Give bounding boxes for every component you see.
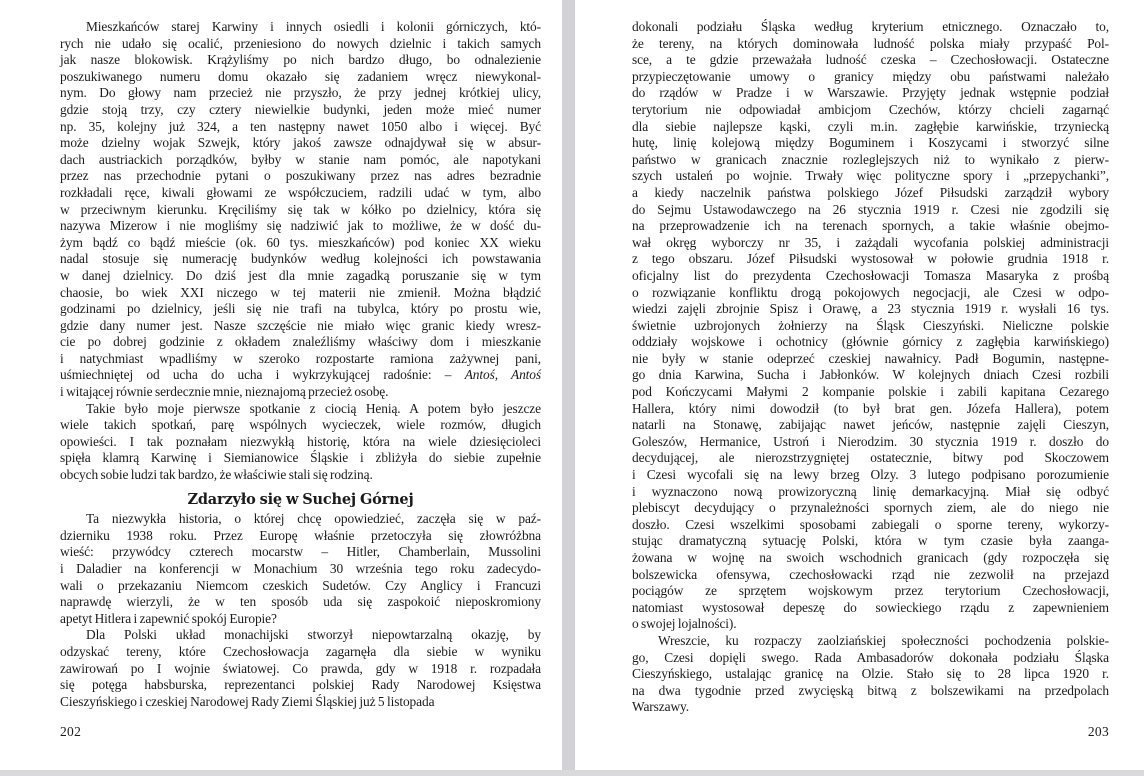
text-line: dla siebie najlepsze kąski, czyli m.in. zagłębie karwińskie, trzyniecką bbox=[632, 118, 1109, 134]
paragraph bbox=[632, 19, 1109, 633]
text-line: Wreszcie, ku rozpaczy zaolziańskiej społeczności pochodzenia polskie- bbox=[658, 632, 1109, 648]
page-number-left: 202 bbox=[60, 724, 82, 739]
text-line: w danej dzielnicy. Do dziś jest dla mnie zagadką poruszanie się w tym bbox=[60, 267, 541, 283]
text-line: hutę, linię kolejową między Boguminem i Koszycami i stworzyć silne bbox=[632, 135, 1109, 151]
text-line: przypieczętowanie umowy o granicy między obu państwami należało bbox=[632, 68, 1109, 84]
text-line: wiedzi zajęli zbrojnie Spisz i Orawę, a 23 stycznia 1919 r. wysłali 16 tys. bbox=[632, 301, 1109, 317]
text-line: wał okręg wyborczy nr 35, i zażądali wycofania polskiej administracji bbox=[632, 234, 1109, 250]
text-line: cie po dobrej godzinie z okładem znaleźliśmy właściwy dom i mieszkanie bbox=[60, 334, 541, 350]
text-line: wieść: przywódcy czterech mocarstw – Hitler, Chamberlain, Mussolini bbox=[60, 544, 541, 560]
text-line: gdzie stoją trzy, czy cztery niewielkie budynki, jeden może mieć numer bbox=[60, 101, 541, 117]
text-line: szych ustaleń po wojnie. Trwały więc polityczne spory i „przepychanki”, bbox=[632, 168, 1109, 184]
text-line: rych nie udało się ocalić, przeniesiono do nowych dzielnic i takich samych bbox=[60, 35, 541, 51]
page-left-text-column bbox=[60, 19, 541, 710]
bottom-edge-strip bbox=[0, 770, 1144, 776]
text-line: odzyskać tereny, które Czechosłowacja zagarnęła dla siebie w wyniku bbox=[60, 643, 541, 659]
paragraph bbox=[60, 401, 541, 484]
text-line: chaosie, bo wiek XXI niczego w tej materii nie zmienił. Można błądzić bbox=[60, 284, 541, 300]
text-line: Ta niezwykła historia, o której chcę opowiedzieć, zaczęła się w paź- bbox=[86, 511, 541, 527]
text-line: jak nasze blokowisk. Krążyliśmy po nich bardzo długo, bo odnalezienie bbox=[60, 52, 541, 68]
text-line: poszukiwanego numeru domu okazało się zadaniem wręcz niewykonal- bbox=[60, 68, 541, 84]
text-line: Hallera, który nimi dowodził (to był brat gen. Józefa Hallera), potem bbox=[632, 400, 1109, 416]
page-number-right: 203 bbox=[1087, 724, 1109, 739]
paragraph bbox=[632, 633, 1109, 716]
text-line: państwo w granicach znacznie rozleglejszych niż to wynikało z pierw- bbox=[632, 151, 1109, 167]
text-line: Takie było moje pierwsze spotkanie z ciocią Henią. A potem było jeszcze bbox=[86, 400, 541, 416]
text-line: doszło. Czesi wszelkimi sposobami zabiegali o sporne tereny, wykorzy- bbox=[632, 516, 1109, 532]
text-line: decydującej, ale nierozstrzygniętej ostatecznie, bitwy pod Skoczowem bbox=[632, 450, 1109, 466]
text-line: w przeciwnym kierunku. Kręciliśmy się tak w kółko po dzielnicy, która się bbox=[60, 201, 541, 217]
text-line: nie były w stanie odeprzeć czeskiej nawałnicy. Padł Bogumin, następne- bbox=[632, 350, 1109, 366]
paragraph bbox=[60, 19, 541, 401]
text-line: uśmiechniętej od ucha do ucha i wykrzykującej radośnie: – Antoś, Antoś bbox=[60, 367, 541, 383]
text-line: natomiast wystosował depeszę do sowieckiego rządu z zapewnieniem bbox=[632, 599, 1109, 615]
text-line: pociągów ze sprzętem wojskowym przez terytorium Czechosłowacji, bbox=[632, 583, 1109, 599]
text-line: o swojej lojalności). bbox=[632, 616, 737, 632]
text-line: godzinami po dzielnicy, jeśli się nie trafi na tubylca, który po prostu wie, bbox=[60, 301, 541, 317]
text-line: dzierniku 1938 roku. Przez Europę właśnie przetoczyła się złowróżbna bbox=[60, 527, 541, 543]
text-line: Cieszyńskiego i czeskiej Narodowej Rady Ziemi Śląskiej już 5 listopada bbox=[60, 693, 435, 709]
text-line: stując dramatyczną sytuację Polski, która w tym czasie była zaanga- bbox=[632, 533, 1109, 549]
page-gutter-divider bbox=[562, 0, 575, 770]
text-line: Goleszów, Hermanice, Ustroń i Nierodzim. 30 stycznia 1919 r. doszło do bbox=[632, 433, 1109, 449]
text-line: dach austriackich porządków, byłby w stanie nam pomóc, ale napotykani bbox=[60, 151, 541, 167]
text-line: się potęga habsburska, reprezentanci polskiej Rady Narodowej Księstwa bbox=[60, 677, 541, 693]
text-line: przez nas przechodnie pytani o poszukiwany przez nas adres bezradnie bbox=[60, 168, 541, 184]
text-line: z tego obszaru. Józef Piłsudski wystosował w połowie grudnia 1918 r. bbox=[632, 251, 1109, 267]
text-line: i Daladier na konferencji w Monachium 30 września tego roku zadecydo- bbox=[60, 561, 541, 576]
text-line: Mieszkańców starej Karwiny i innych osiedli i kolonii górniczych, któ- bbox=[86, 19, 541, 34]
paragraph bbox=[60, 627, 541, 710]
text-line: żym bądź co bądź mieście (ok. 60 tys. mieszkańców) pod koniec XX wieku bbox=[60, 234, 541, 250]
text-line: pod Kończycami Małymi 2 kompanie polskie i zabili kapitana Cezarego bbox=[632, 384, 1109, 400]
text-line: zawirowań po I wojnie światowej. Co prawda, gdy w 1918 r. rozpadała bbox=[60, 660, 541, 676]
text-line: rozkładali ręce, kiwali głowami ze współczuciem, radzili udać w tym, albo bbox=[60, 184, 541, 200]
text-line: naprawdę wierzyli, że w ten sposób uda się zaspokoić nieposkromiony bbox=[60, 594, 541, 610]
text-line: nazywa Mizerow i nie mogliśmy się nadziwić jak to możliwe, że w dość du- bbox=[60, 218, 541, 234]
text-line: gdzie dany numer jest. Nasze szczęście nie miało więc granic kiedy wresz- bbox=[60, 317, 541, 333]
text-line: go dnia Karwina, Sucha i Jabłonków. W kolejnych dniach Czesi rozbili bbox=[632, 367, 1109, 383]
text-line: że tereny, na których dominowała ludność polska miały przypaść Pol- bbox=[632, 35, 1109, 51]
text-line: spięła klamrą Karwinę i Siemianowice Śląskie i zbliżyła do siebie zupełnie bbox=[60, 450, 541, 466]
text-line: wali o przekazaniu Niemcom czeskich Sudetów. Czy Anglicy i Francuzi bbox=[60, 577, 541, 593]
text-line: i Czesi wycofali się na lewy brzeg Olzy. 3 lutego podpisano porozumienie bbox=[632, 467, 1109, 483]
text-line: na przeprowadzenie ich na terenach spornych, a takie właśnie obejmo- bbox=[632, 218, 1109, 234]
text-line: sce, a te gdzie przeważała ludność czeska – Czechosłowacji. Ostateczne bbox=[632, 52, 1109, 68]
page-right-text-column bbox=[632, 19, 1109, 716]
text-line: Dla Polski układ monachijski stworzył niepowtarzalną okazję, by bbox=[86, 627, 541, 643]
paragraph bbox=[60, 511, 541, 627]
text-line: opowieści. I tak poznałam niezwykłą historię, która na wiele dziesięcioleci bbox=[60, 433, 541, 449]
text-line: wiele takich spotkań, parę wspólnych wycieczek, wiele rozmów, długich bbox=[60, 417, 541, 433]
text-line: dokonali podziału Śląska według kryterium etnicznego. Oznaczało to, bbox=[632, 19, 1109, 34]
text-line: plebiscyt decydujący o przynależności spornych ziem, ale do niego nie bbox=[632, 500, 1109, 516]
text-line: żowana w wojnę na swoich wschodnich granicach (gdy rozpoczęła się bbox=[632, 550, 1109, 565]
text-line: na dwa tygodnie przed zwycięską bitwą z bolszewikami na przedpolach bbox=[632, 682, 1109, 698]
text-line: i natychmiast wpadliśmy w szeroko rozpostarte ramiona zażywnej pani, bbox=[60, 350, 541, 366]
text-line: nym. Do głowy nam przecież nie przyszło, że przy jednej krótkiej ulicy, bbox=[60, 85, 541, 101]
text-line: natarli na Stonawę, zabijając nawet jeńców, następnie zajęli Cieszyn, bbox=[632, 417, 1109, 433]
text-line: go, Czesi dopięli swego. Rada Ambasadorów dokonała podziału Śląska bbox=[632, 649, 1109, 665]
section-heading: Zdarzyło się w Suchej Górnej bbox=[187, 490, 414, 508]
text-line: może dzielny wojak Szwejk, który jakoś zawsze odnajdywał się w absur- bbox=[60, 135, 541, 151]
text-line: do Sejmu Ustawodawczego na 26 stycznia 1919 r. Czesi nie zgodzili się bbox=[632, 201, 1109, 217]
text-line: oddziały wojskowe i ochotnicy (głównie górnicy z zagłębia karwińskiego) bbox=[632, 334, 1109, 350]
text-line: Cieszyńskiego, ustalając granicę na Olzie. Stało się to 28 lipca 1920 r. bbox=[632, 666, 1109, 682]
text-line: i wyznaczono nową prowizoryczną linię demarkacyjną. Miał się odbyć bbox=[632, 483, 1109, 499]
text-line: terytorium nie odpowiadał ambicjom Czechów, którzy chcieli zagarnąć bbox=[632, 101, 1109, 117]
text-line: o rozwiązanie konfliktu drogą pokojowych negocjacji, ale Czesi w odpo- bbox=[632, 284, 1109, 300]
text-line: np. 35, kolejny już 324, a ten następny nawet 1050 albo i więcej. Być bbox=[60, 118, 541, 134]
text-line: świetnie uzbrojonych żołnierzy na Śląsk Cieszyński. Nieliczne polskie bbox=[632, 317, 1109, 333]
text-line: bolszewicka ofensywa, czechosłowacki rząd nie zezwolił na przejazd bbox=[632, 566, 1109, 582]
text-line: i witającej równie serdecznie mnie, nieznajomą przecież osobę. bbox=[60, 384, 389, 400]
text-line: apetyt Hitlera i zapewnić spokój Europie? bbox=[60, 610, 277, 626]
text-line: a kiedy naczelnik państwa polskiego Józef Piłsudski zarządził wybory bbox=[632, 184, 1109, 200]
text-line: Warszawy. bbox=[632, 699, 690, 715]
text-line: nadal stosuje się numerację budynków według kolejności ich powstawania bbox=[60, 251, 541, 267]
text-line: obcych sobie ludzi tak bardzo, że właściwie stali się rodziną. bbox=[60, 467, 373, 483]
text-line: oficjalny list do prezydenta Czechosłowacji Tomasza Masaryka z prośbą bbox=[632, 267, 1109, 283]
text-line: do rządów w Pradze i w Warszawie. Przyjęty jednak wstępnie podział bbox=[632, 85, 1109, 101]
